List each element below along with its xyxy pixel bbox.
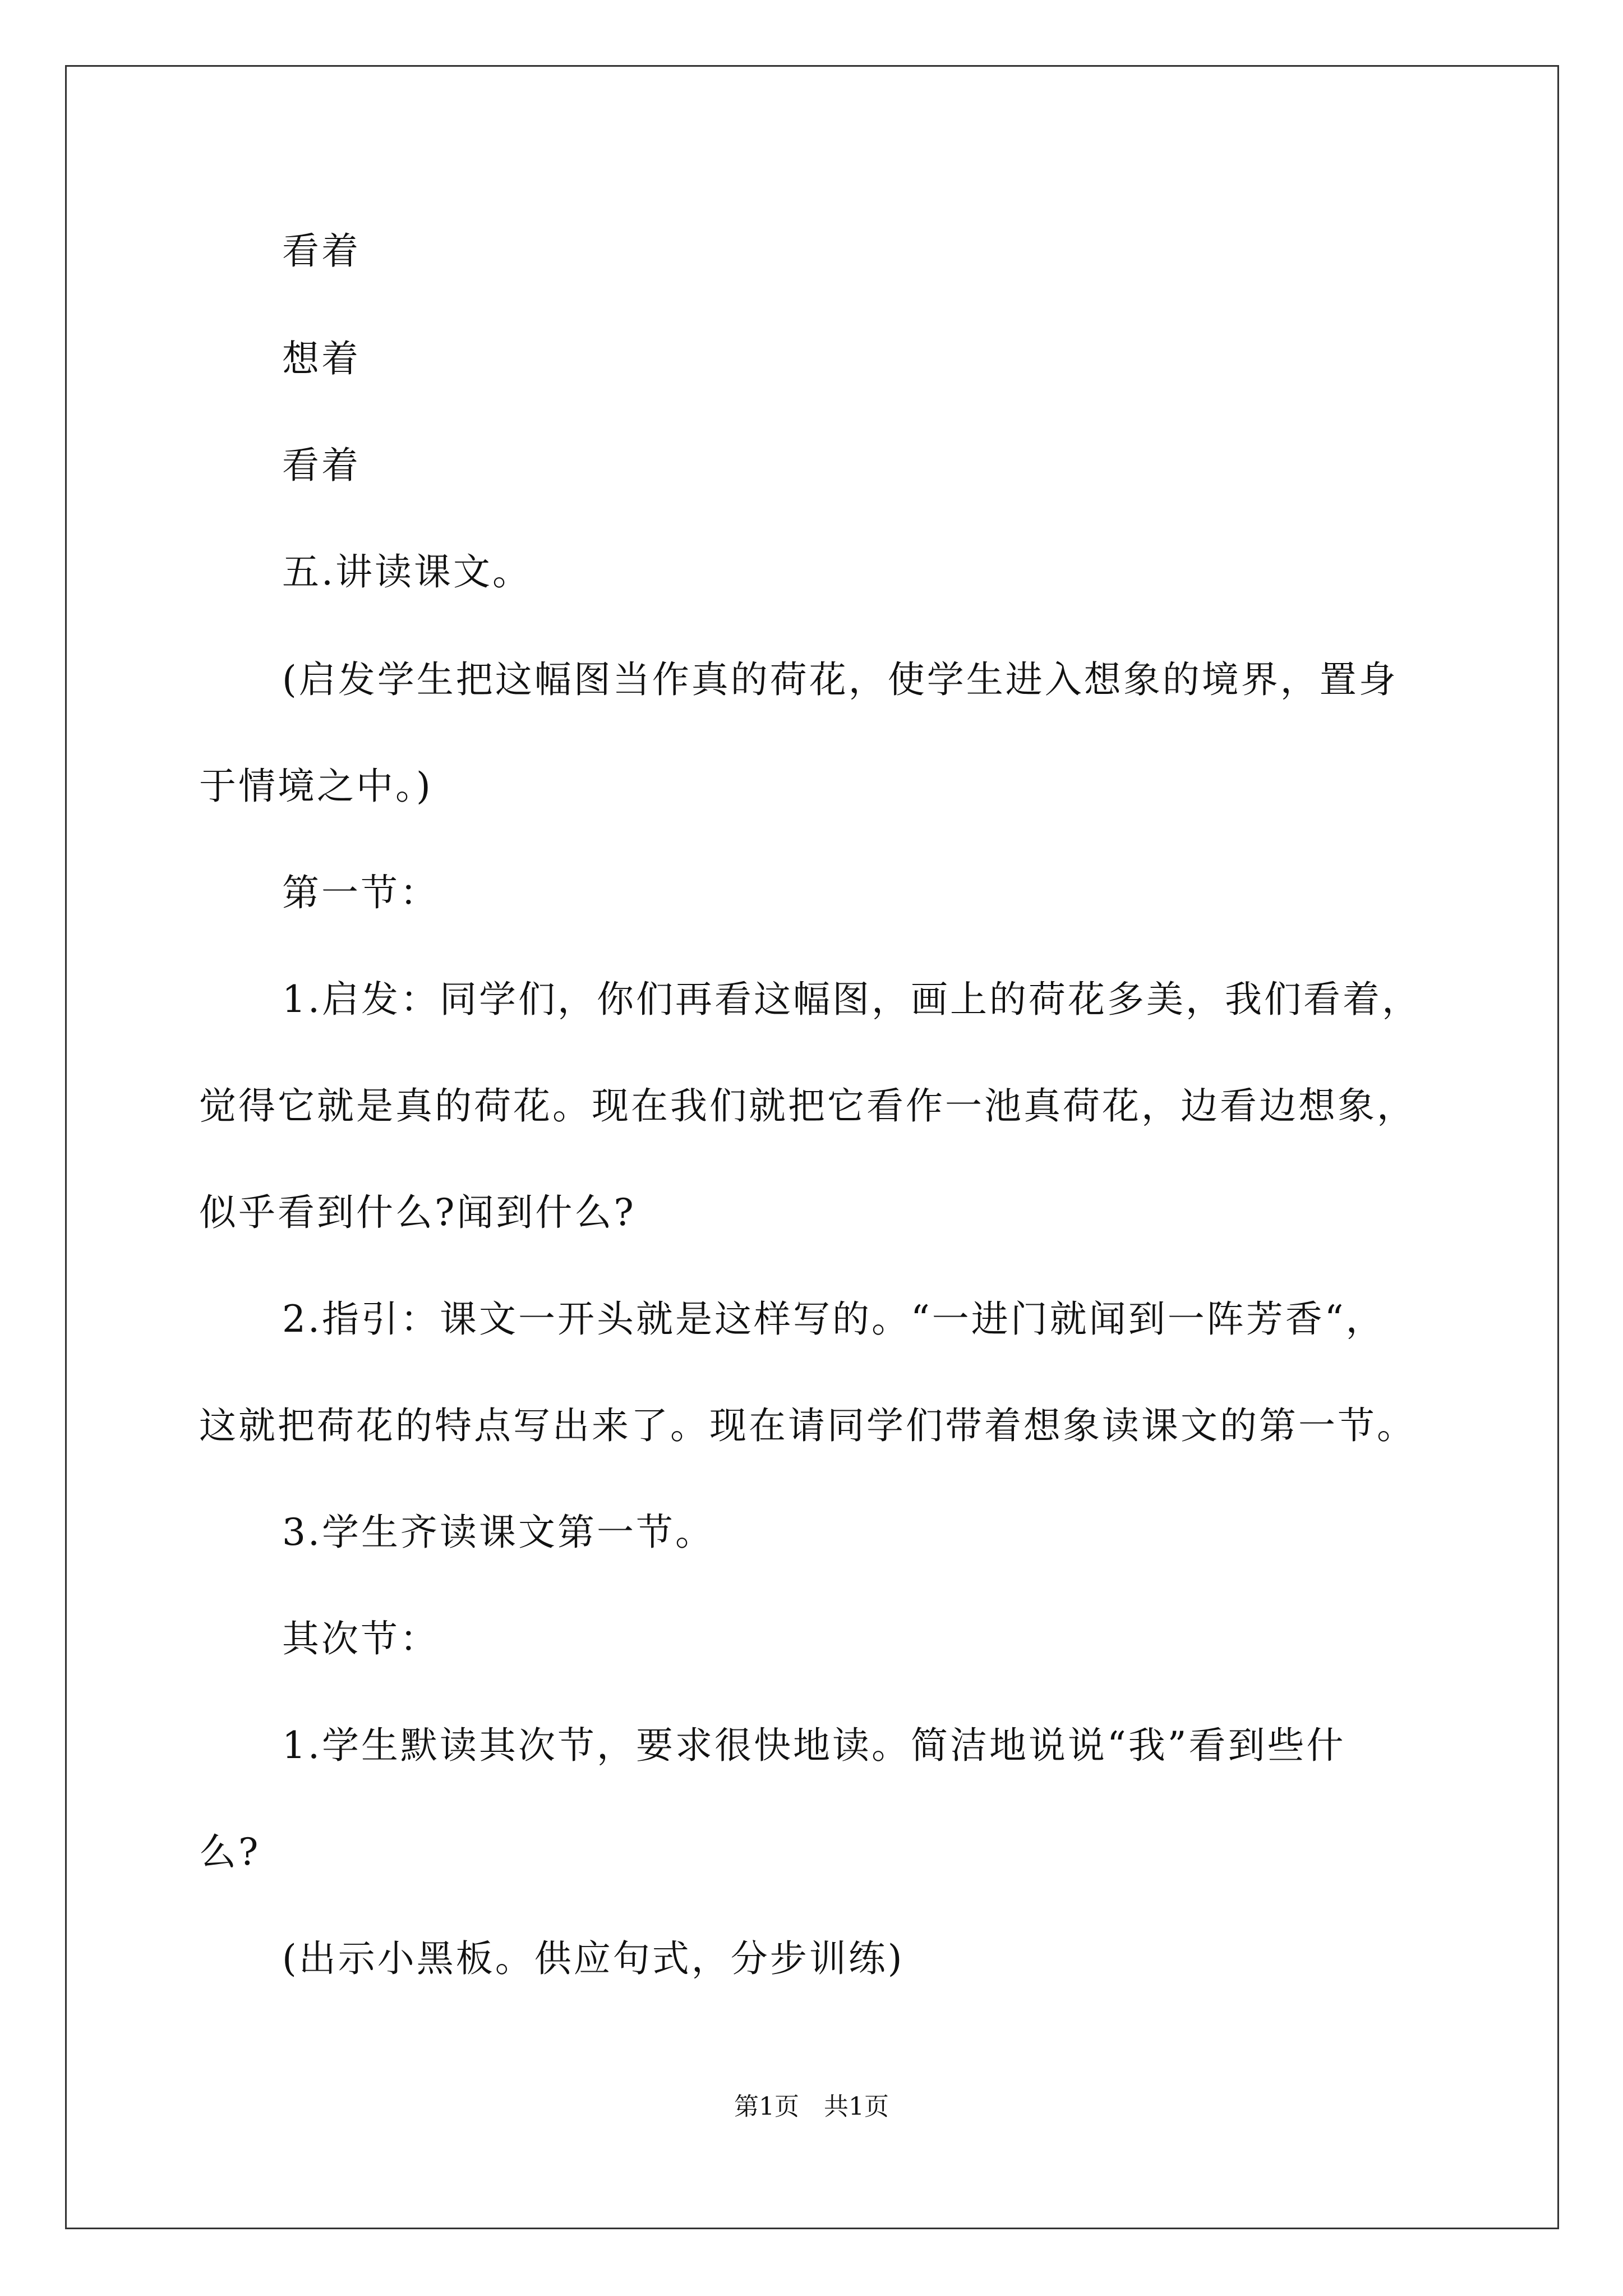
text-line: 想着 xyxy=(282,337,361,380)
text-line: 觉得它就是真的荷花。现在我们就把它看作一池真荷花，边看边想象， xyxy=(199,1084,1416,1128)
subsection-heading: 第一节： xyxy=(282,871,439,914)
text-line: (启发学生把这幅图当作真的荷花，使学生进入想象的境界，置身 xyxy=(282,658,1398,701)
text-line: 1.启发：同学们，你们再看这幅图，画上的荷花多美，我们看着， xyxy=(282,978,1421,1021)
text-line: 于情境之中。) xyxy=(199,765,433,808)
text-line: 2.指引：课文一开头就是这样写的。“一进门就闻到一阵芳香“， xyxy=(282,1297,1385,1341)
section-heading: 五.讲读课文。 xyxy=(282,550,532,593)
page-footer: 第1页 共1页 xyxy=(734,2092,889,2121)
page-border xyxy=(65,65,1559,2229)
text-line: 1.学生默读其次节，要求很快地读。简洁地说说“我”看到些什 xyxy=(282,1724,1346,1767)
text-line: 这就把荷花的特点写出来了。现在请同学们带着想象读课文的第一节。 xyxy=(199,1404,1416,1447)
text-line: 似乎看到什么?闻到什么? xyxy=(199,1191,636,1234)
text-line: 3.学生齐读课文第一节。 xyxy=(282,1511,714,1554)
subsection-heading: 其次节： xyxy=(282,1617,439,1660)
text-line: 看着 xyxy=(282,444,361,487)
text-line: 么? xyxy=(199,1830,261,1874)
text-line: (出示小黑板。供应句式，分步训练) xyxy=(282,1937,905,1980)
text-line: 看着 xyxy=(282,229,361,273)
